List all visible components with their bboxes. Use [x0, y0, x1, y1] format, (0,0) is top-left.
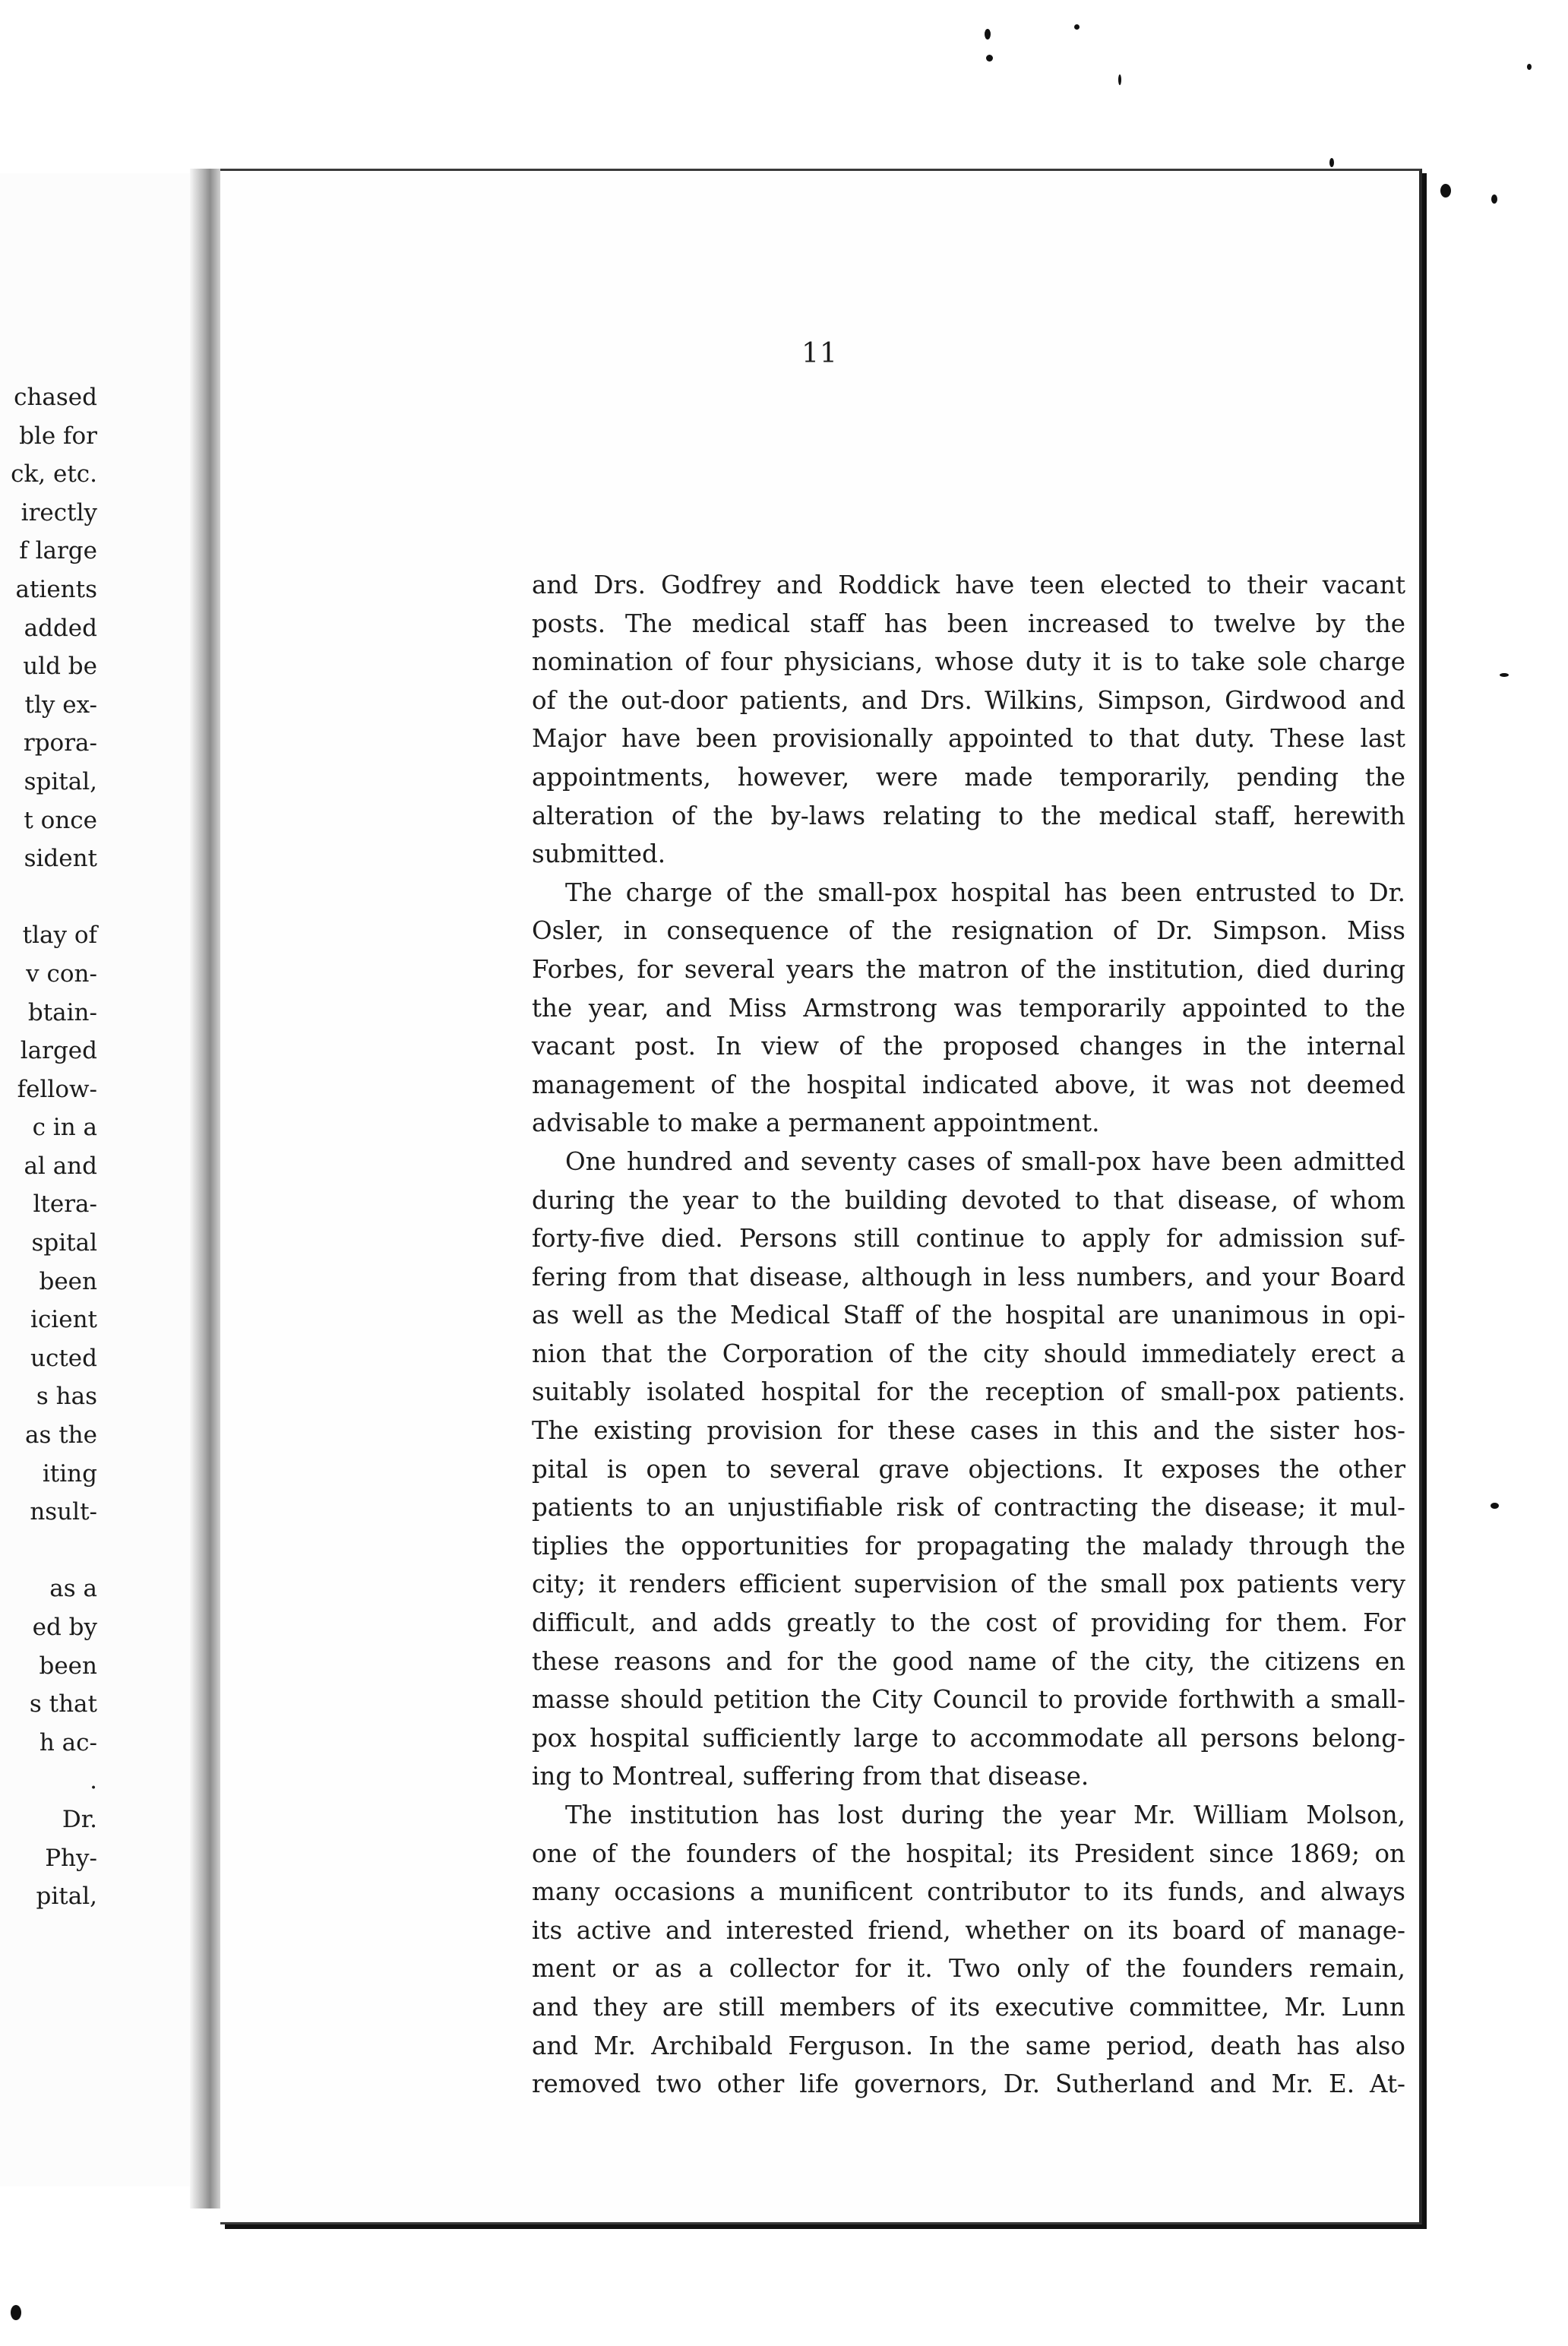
body-text — [532, 566, 1405, 2104]
left-page-line: uld be — [23, 653, 97, 681]
left-page-line: tly ex- — [24, 691, 97, 719]
left-page-line: v con- — [26, 960, 97, 988]
text-line: ing to Montreal, suffering from that disease. — [532, 1762, 1089, 1791]
text-line: these reasons and for the good name of the city, the citizens en — [532, 1646, 1405, 1676]
left-page-line: f large — [19, 537, 97, 565]
text-line: suitably isolated hospital for the reception of small-pox patients. — [532, 1377, 1405, 1407]
text-line: pital is open to several grave objections. It exposes the other — [532, 1454, 1405, 1484]
left-page-line: . — [90, 1767, 97, 1795]
text-line: submitted. — [532, 839, 666, 869]
left-page-line: pital, — [36, 1883, 97, 1911]
text-line: vacant post. In view of the proposed changes in the internal — [532, 1032, 1405, 1061]
left-page-line: spital — [31, 1229, 97, 1257]
left-page-line: larged — [20, 1037, 97, 1065]
right-page — [220, 169, 1422, 2224]
text-line: and Mr. Archibald Ferguson. In the same period, death has also — [532, 2031, 1405, 2060]
left-page-line: been — [39, 1652, 97, 1680]
text-line: advisable to make a permanent appointment. — [532, 1108, 1100, 1138]
left-page-line: s has — [36, 1383, 97, 1411]
left-page-line: tlay of — [22, 922, 97, 950]
text-line: removed two other life governors, Dr. Sutherland and Mr. E. At- — [532, 2069, 1405, 2099]
text-line: The institution has lost during the year Mr. William Molson, — [565, 1801, 1405, 1829]
text-line: of the out-door patients, and Drs. Wilkins, Simpson, Girdwood and — [532, 685, 1405, 715]
text-line: pox hospital sufficiently large to accommodate all persons belong- — [532, 1723, 1405, 1753]
text-line: forty-five died. Persons still continue to apply for admission suf- — [532, 1224, 1405, 1254]
text-line: and Drs. Godfrey and Roddick have teen elected to their vacant — [532, 571, 1405, 599]
text-line: ment or as a collector for it. Two only of the founders remain, — [532, 1954, 1405, 1984]
dust-speck — [1491, 1503, 1499, 1509]
left-page-line — [0, 878, 97, 917]
text-line: Osler, in consequence of the resignation of Dr. Simpson. Miss — [532, 916, 1405, 946]
text-line: alteration of the by-laws relating to the medical staff, herewith — [532, 801, 1405, 830]
left-page-line: ed by — [32, 1614, 97, 1641]
text-line: Major have been provisionally appointed to that duty. These last — [532, 724, 1405, 754]
dust-speck — [1491, 194, 1497, 204]
text-line: one of the founders of the hospital; its President since 1869; on — [532, 1839, 1405, 1868]
dust-speck — [1527, 64, 1532, 70]
text-line: management of the hospital indicated above, it was not deemed — [532, 1070, 1405, 1099]
dust-speck — [1329, 158, 1334, 167]
left-page-line: ble for — [19, 422, 97, 450]
left-page-line: as the — [24, 1421, 97, 1450]
left-page-line: btain- — [27, 998, 97, 1026]
left-page-line: as a — [49, 1575, 97, 1603]
dust-speck — [986, 55, 993, 62]
dust-speck — [11, 2305, 21, 2320]
text-line: Forbes, for several years the matron of the institution, died during — [532, 954, 1405, 984]
text-line: the year, and Miss Armstrong was temporarily appointed to the — [532, 993, 1405, 1023]
text-line: and they are still members of its executive committee, Mr. Lunn — [532, 1992, 1405, 2022]
left-page-line: c in a — [32, 1114, 97, 1142]
text-line: tiplies the opportunities for propagating the malady through the — [532, 1531, 1405, 1560]
left-page-line: Dr. — [62, 1805, 97, 1833]
page-number: 11 — [801, 338, 838, 369]
left-page-line: Phy- — [45, 1844, 97, 1872]
text-line: its active and interested friend, whether on its board of manage- — [532, 1915, 1405, 1945]
text-line: city; it renders efficient supervision of the small pox patients very — [532, 1570, 1405, 1599]
dust-speck — [1074, 24, 1080, 30]
left-page-line: h ac- — [39, 1728, 97, 1756]
text-line: The charge of the small-pox hospital has been entrusted to Dr. — [565, 877, 1405, 907]
text-line: posts. The medical staff has been increased to twelve by the — [532, 609, 1405, 638]
left-page-line: fellow- — [17, 1075, 97, 1103]
left-page-line: iting — [42, 1459, 97, 1488]
left-page-fragment — [0, 173, 199, 2186]
text-line: patients to an unjustifiable risk of contracting the disease; it mul- — [532, 1493, 1405, 1522]
left-page-line: chased — [14, 384, 97, 411]
left-page-line: ucted — [30, 1344, 97, 1372]
text-line: The existing provision for these cases in this and the sister hos- — [532, 1416, 1405, 1446]
dust-speck — [1118, 74, 1121, 85]
text-line: One hundred and seventy cases of small-pox have been admitted — [565, 1146, 1405, 1176]
text-line: appointments, however, were made temporarily, pending the — [532, 762, 1405, 792]
text-line: as well as the Medical Staff of the hospital are unanimous in opi- — [532, 1301, 1405, 1330]
left-page-line: al and — [24, 1152, 97, 1180]
dust-speck — [1440, 184, 1451, 198]
left-page-line: icient — [30, 1306, 97, 1334]
left-page-line: atients — [15, 575, 97, 603]
text-line: nomination of four physicians, whose duty it is to take sole charge — [532, 647, 1405, 677]
text-line: many occasions a munificent contributor to its funds, and always — [532, 1877, 1405, 1907]
left-page-line: t once — [24, 806, 97, 834]
left-page-line: s that — [29, 1690, 97, 1718]
text-line: during the year to the building devoted to that disease, of whom — [532, 1185, 1405, 1215]
text-line: masse should petition the City Council to provide forthwith a small- — [532, 1685, 1405, 1715]
left-page-line: sident — [24, 845, 97, 873]
text-line: nion that the Corporation of the city should immediately erect a — [532, 1339, 1405, 1368]
text-line: difficult, and adds greatly to the cost of providing for them. For — [532, 1608, 1405, 1638]
left-page-text-column — [0, 378, 97, 1916]
left-page-line: ltera- — [33, 1190, 97, 1219]
left-page-line: rpora- — [23, 729, 97, 757]
left-page-line: been — [39, 1267, 97, 1295]
left-page-line: spital, — [24, 767, 97, 795]
left-page-line — [0, 1532, 97, 1570]
left-page-line: nsult- — [30, 1498, 97, 1526]
dust-speck — [1500, 673, 1509, 677]
left-page-line: added — [24, 614, 97, 642]
left-page-line: irectly — [21, 498, 97, 526]
text-line: fering from that disease, although in less numbers, and your Board — [532, 1262, 1405, 1292]
dust-speck — [985, 29, 991, 40]
left-page-line: ck, etc. — [11, 460, 97, 488]
